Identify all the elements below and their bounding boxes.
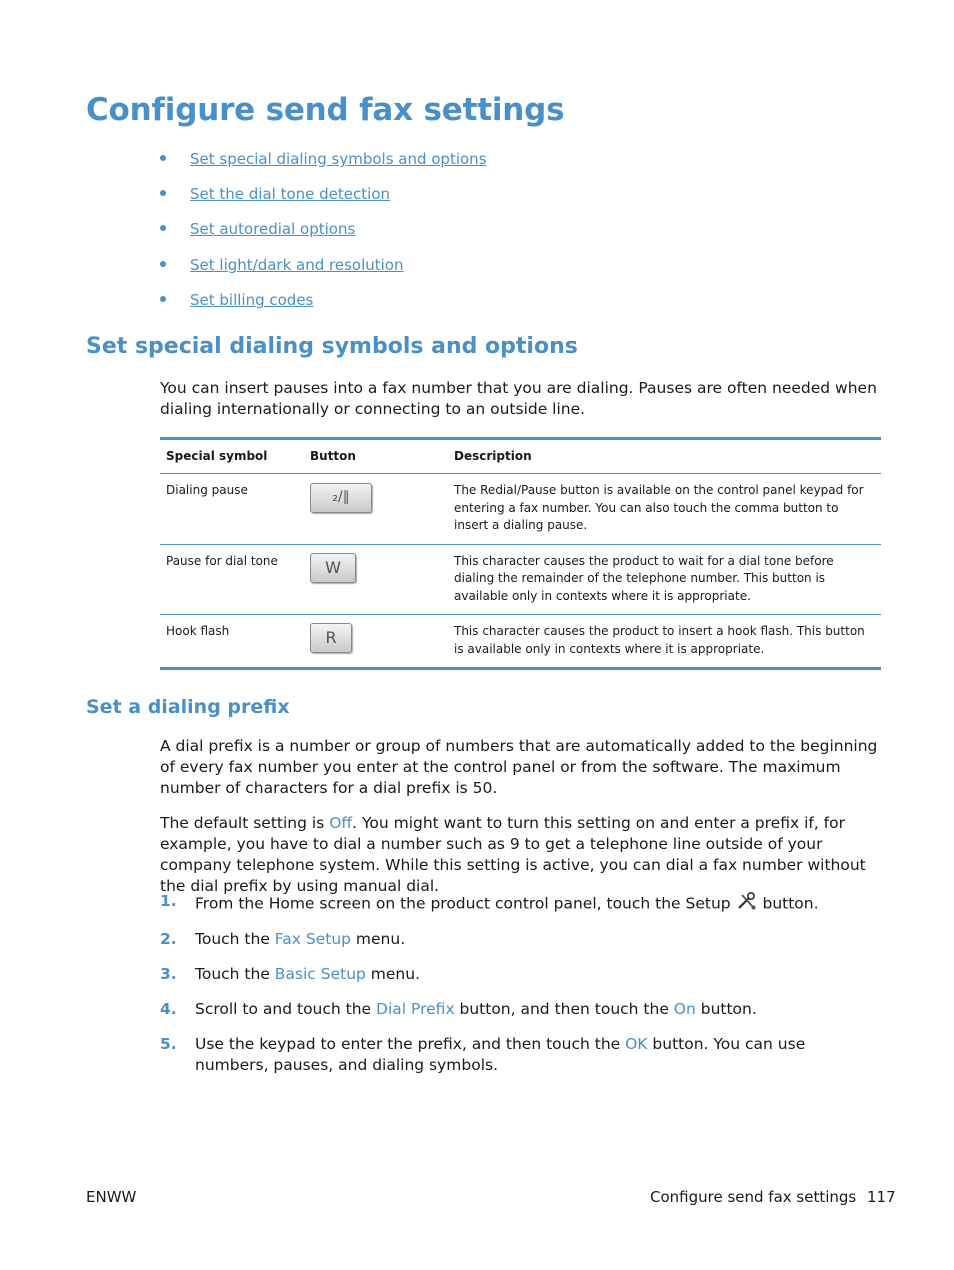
symbol-cell: Hook flash — [160, 615, 304, 669]
subsection-heading: Set a dialing prefix — [86, 696, 290, 718]
toc-link[interactable]: Set the dial tone detection — [190, 185, 391, 203]
off-value: Off — [329, 814, 353, 832]
toc-link[interactable]: Set autoredial options — [190, 220, 356, 238]
r-key-icon: R — [310, 623, 352, 653]
description-cell: This character causes the product to insert a hook flash. This button is available only in contexts where it is appropriate. — [448, 615, 881, 669]
toc-item[interactable] — [160, 220, 355, 238]
redial-pause-icon: ₂/∥ — [310, 483, 372, 513]
column-header: Button — [304, 439, 448, 474]
bullet-icon — [160, 296, 166, 302]
step-item: 2. Touch the Fax Setup menu. — [160, 930, 406, 948]
basic-setup-menu: Basic Setup — [274, 965, 366, 983]
dial-prefix-paragraph: A dial prefix is a number or group of numbers that are automatically added to the beginning of every fax number you enter at the control panel or from the software. The maximum number of characters for a dial prefix is 50. — [160, 737, 878, 797]
toc-item[interactable] — [160, 291, 313, 309]
table-row — [160, 615, 881, 669]
table-header-row — [160, 439, 881, 474]
step-number: 5. — [160, 1035, 177, 1053]
w-key-icon: W — [310, 553, 356, 583]
button-cell — [304, 474, 448, 545]
step-number: 3. — [160, 965, 177, 983]
table-row — [160, 544, 881, 615]
button-cell — [304, 544, 448, 615]
special-symbols-table — [160, 437, 881, 670]
description-cell: The Redial/Pause button is available on the control panel keypad for entering a fax number. You can also touch the comma button to insert a dialing pause. — [448, 474, 881, 545]
step-number: 1. — [160, 892, 177, 910]
footer-section-title: Configure send fax settings — [650, 1188, 857, 1206]
footer-left: ENWW — [86, 1188, 137, 1206]
page-title: Configure send fax settings — [86, 92, 565, 128]
bullet-icon — [160, 155, 166, 161]
fax-setup-menu: Fax Setup — [274, 930, 351, 948]
step-item: 4. Scroll to and touch the Dial Prefix button, and then touch the On button. — [160, 1000, 757, 1018]
page-number: 117 — [867, 1188, 896, 1206]
on-button: On — [673, 1000, 696, 1018]
toc-link[interactable]: Set light/dark and resolution — [190, 256, 404, 274]
ok-button: OK — [625, 1035, 648, 1053]
symbol-cell: Dialing pause — [160, 474, 304, 545]
toc-item[interactable] — [160, 150, 487, 168]
default-setting-paragraph: The default setting is Off. You might want to turn this setting on and enter a prefix if, for example, you have to dial a number such as 9 to get a telephone line outside of your company telephone system. While this setting is active, you can dial a fax number without the dial prefix by using manual dial. — [160, 814, 866, 895]
toc-item[interactable] — [160, 256, 404, 274]
step-number: 2. — [160, 930, 177, 948]
description-cell: This character causes the product to wait for a dial tone before dialing the remainder of the telephone number. This button is available only in contexts where it is appropriate. — [448, 544, 881, 615]
toc-link[interactable]: Set billing codes — [190, 291, 314, 309]
step-item: 1. From the Home screen on the product control panel, touch the Setup button. — [160, 891, 880, 917]
step-item: 3. Touch the Basic Setup menu. — [160, 965, 420, 983]
dial-prefix-button: Dial Prefix — [376, 1000, 455, 1018]
step-number: 4. — [160, 1000, 177, 1018]
column-header: Special symbol — [160, 439, 304, 474]
toc-item[interactable] — [160, 185, 390, 203]
bullet-icon — [160, 261, 166, 267]
column-header: Description — [448, 439, 881, 474]
step-item: 5. Use the keypad to enter the prefix, and then touch the OK button. You can use numbers, pauses, and dialing symbols. — [160, 1035, 806, 1074]
section-intro: You can insert pauses into a fax number that you are dialing. Pauses are often needed when dialing internationally or connecting to an outside line. — [160, 379, 877, 418]
setup-wrench-icon — [736, 891, 758, 917]
symbol-cell: Pause for dial tone — [160, 544, 304, 615]
bullet-icon — [160, 225, 166, 231]
section-heading: Set special dialing symbols and options — [86, 334, 578, 359]
button-cell — [304, 615, 448, 669]
bullet-icon — [160, 190, 166, 196]
toc-link[interactable]: Set special dialing symbols and options — [190, 150, 487, 168]
table-row — [160, 474, 881, 545]
